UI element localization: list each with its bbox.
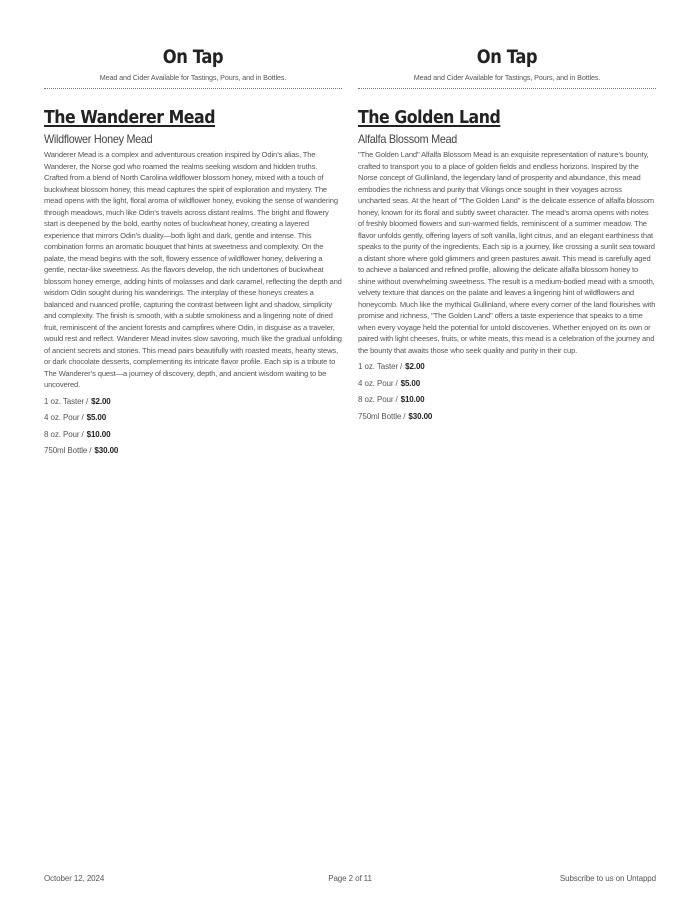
price-row xyxy=(44,430,342,440)
price-amount: $5.00 xyxy=(400,378,421,388)
price-separator: / xyxy=(395,378,398,388)
price-separator: / xyxy=(81,413,84,422)
menu-item xyxy=(44,106,342,456)
price-separator: / xyxy=(81,429,84,439)
subscribe-link[interactable]: Subscribe to us on Untappd xyxy=(559,874,656,883)
price-amount: $2.00 xyxy=(91,396,111,406)
price-list xyxy=(358,362,656,422)
price-label: 750ml Bottle xyxy=(44,446,88,455)
page-title: On Tap xyxy=(476,46,538,68)
dotted-divider xyxy=(358,88,656,89)
price-list xyxy=(44,397,342,457)
item-description: Wanderer Mead is a complex and adventurous creation inspired by Odin’s alias, The Wanderer, the Norse god who roamed the realms seeking wisdom and hidden truths. Crafted from a blend of North Carolina wildflower blossom honey, mixed with a touch of buckwheat blossom honey, this mead captures the spirit of exploration and mystery. The mead opens with the light, floral aroma of wildflower honey, evoking the sense of wandering through meadows, much like Odin’s travels across distant realms. The bright and flowery start is deepened by the bold, earthy notes of buckwheat honey, creating a layered experience that mirrors Odin’s duality—both light and dark, gentle and intense. This combination forms an aromatic bouquet that hints at sweetness and complexity. On the palate, the mead begins with the soft, flowery essence of wildflower honey, delivering a gentle, nectar-like sweetness. As the flavors develop, the rich undertones of buckwheat blossom honey emerge, adding hints of molasses and dark caramel, reflecting the depth and wisdom Odin sought during his wanderings. The interplay of these honeys creates a balanced and nuanced profile, capturing the contrast between light and shadow, simplicity and complexity. The finish is smooth, with a subtle smokiness and a lingering note of dried fruit, reminiscent of the ancient forests and campfires where Odin, in disguise as a traveler, would rest and reflect. Wanderer Mead invites slow savoring, much like the gradual unfolding of ancient secrets and stories. This mead pairs beautifully with roasted meats, hearty stews, or dark chocolate desserts, complementing its intricate flavor profile. Each sip is a tribute to The Wanderer’s quest—a journey of discovery, depth, and ancient wisdom waiting to be uncovered. xyxy=(44,150,342,389)
price-row xyxy=(358,362,656,372)
price-label: 750ml Bottle xyxy=(358,411,402,421)
price-row xyxy=(44,446,342,456)
price-amount: $2.00 xyxy=(405,362,425,371)
price-label: 4 oz. Pour xyxy=(44,413,80,422)
menu-column-left xyxy=(44,44,342,463)
price-separator: / xyxy=(86,396,89,406)
price-label: 1 oz. Taster xyxy=(44,396,85,406)
price-label: 8 oz. Pour xyxy=(358,395,394,404)
price-amount: $10.00 xyxy=(400,395,425,404)
price-separator: / xyxy=(400,362,403,371)
menu-columns xyxy=(44,44,656,463)
item-description: "The Golden Land" Alfalfa Blossom Mead is an exquisite representation of nature’s bounty, crafted to transport you to a place of golden fields and endless horizons. Inspired by the Norse concept of Gullinland, the legendary land of prosperity and abundance, this mead embodies the richness and purity that Vikings once sought in their voyages across uncharted seas. At the heart of "The Golden Land" is the delicate essence of alfalfa blossom honey, known for its floral and subtly sweet character. The mead’s aroma opens with notes of freshly bloomed flowers and sun-warmed fields, reminiscent of a summer meadow. The flavor unfolds gently, offering layers of soft vanilla, light citrus, and an elegant earthiness that speaks to the purity of the ingredients. Each sip is a journey, like crossing a sunlit sea toward a distant shore where gold glimmers and green pastures await. This mead is carefully aged to achieve a balanced and refined profile, allowing the delicate alfalfa blossom honey to shine without overwhelming sweetness. The result is a medium-bodied mead with a smooth, velvety texture that dances on the palate and leaves a lingering hint of wildflowers and honeycomb. Much like the mythical Gullinland, where every corner of the land flourishes with promise and richness, "The Golden Land" offers a taste experience that speaks to a time when every voyage held the potential for untold discoveries. Whether enjoyed on its own or paired with light cheeses, fruits, or white meats, this mead is a celebration of the journey and the bounty that awaits those who seek quality and purity in their cup. xyxy=(358,150,656,355)
price-label: 8 oz. Pour xyxy=(44,429,80,439)
price-separator: / xyxy=(89,446,92,455)
item-style: Alfalfa Blossom Mead xyxy=(358,132,458,146)
price-row xyxy=(358,412,656,422)
menu-column-right xyxy=(358,44,656,463)
menu-item xyxy=(358,106,656,422)
item-name: The Wanderer Mead xyxy=(44,108,216,128)
page-title: On Tap xyxy=(162,46,224,68)
page-subtitle: Mead and Cider Available for Tastings, Pours, and in Bottles. xyxy=(99,73,287,82)
footer-date: October 12, 2024 xyxy=(44,874,105,883)
price-amount: $30.00 xyxy=(408,411,433,421)
column-header xyxy=(44,44,342,89)
price-amount: $30.00 xyxy=(94,446,119,455)
price-row xyxy=(358,395,656,405)
price-separator: / xyxy=(395,395,398,404)
price-label: 1 oz. Taster xyxy=(358,362,399,371)
price-separator: / xyxy=(403,411,406,421)
dotted-divider xyxy=(44,88,342,89)
price-amount: $5.00 xyxy=(86,413,107,422)
price-amount: $10.00 xyxy=(86,429,111,439)
page-number: Page 2 of 11 xyxy=(328,874,372,883)
page-subtitle: Mead and Cider Available for Tastings, Pours, and in Bottles. xyxy=(413,73,601,82)
price-row xyxy=(358,379,656,389)
column-header xyxy=(358,44,656,89)
item-name: The Golden Land xyxy=(358,108,501,128)
price-row xyxy=(44,413,342,423)
price-row xyxy=(44,397,342,407)
item-style: Wildflower Honey Mead xyxy=(44,132,153,146)
price-label: 4 oz. Pour xyxy=(358,378,394,388)
